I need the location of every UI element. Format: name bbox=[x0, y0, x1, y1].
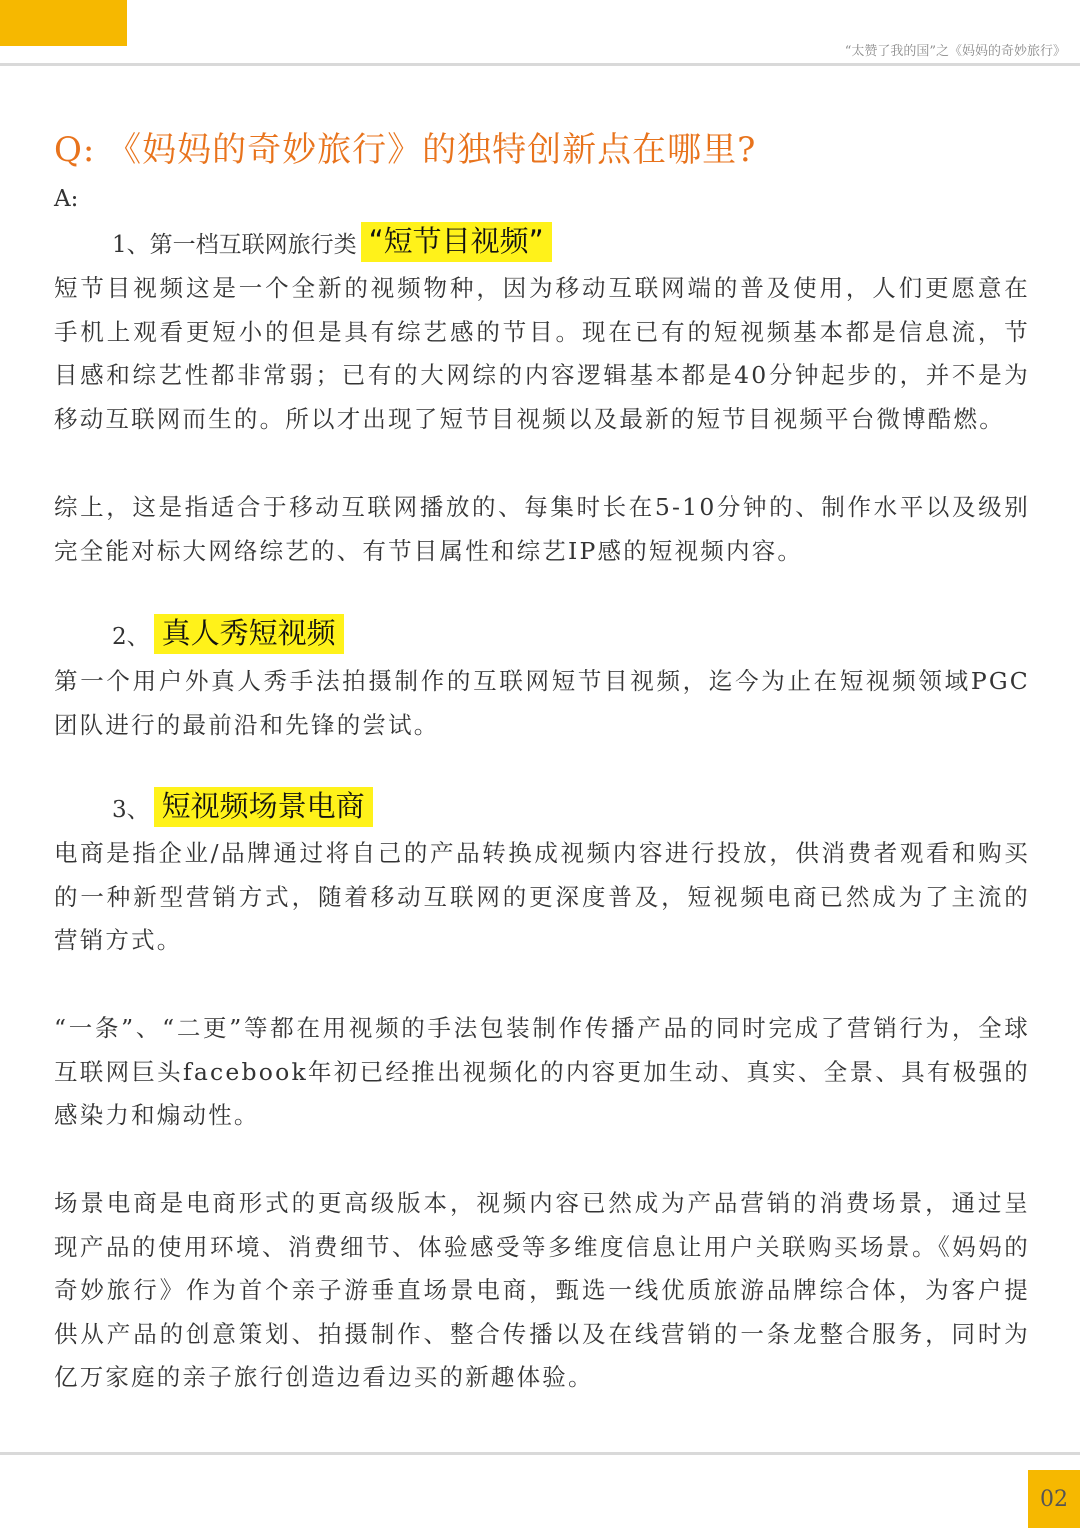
section-1-paragraph-2: 综上，这是指适合于移动互联网播放的、每集时长在5-10分钟的、制作水平以及级别完全能对标大网络综艺的、有节目属性和综艺IP感的短视频内容。 bbox=[54, 493, 1030, 565]
section-1-number: 1、第一档互联网旅行类 bbox=[112, 231, 357, 258]
section-2-number: 2、 bbox=[112, 623, 150, 650]
section-3-paragraph-1: 电商是指企业/品牌通过将自己的产品转换成视频内容进行投放，供消费者观看和购买的一种新型营销方式，随着移动互联网的更深度普及，短视频电商已然成为了主流的营销方式。 bbox=[54, 839, 1030, 955]
section-2-heading bbox=[112, 614, 344, 654]
section-3-heading bbox=[112, 787, 373, 827]
section-3-paragraph-2: “一条”、“二更”等都在用视频的手法包装制作传播产品的同时完成了营销行为，全球互联网巨头facebook年初已经推出视频化的内容更加生动、真实、全景、具有极强的感染力和煽动性。 bbox=[54, 1014, 1030, 1130]
section-2-paragraph-1: 第一个用户外真人秀手法拍摄制作的互联网短节目视频，迄今为止在短视频领域PGC团队进行的最前沿和先锋的尝试。 bbox=[54, 667, 1030, 739]
footer-divider bbox=[0, 1452, 1080, 1455]
running-header: “太赞了我的国”之《妈妈的奇妙旅行》 bbox=[844, 44, 1066, 59]
section-1-highlight: “短节目视频” bbox=[361, 222, 552, 262]
section-1-heading bbox=[112, 222, 552, 262]
header-divider bbox=[0, 63, 1080, 66]
answer-label: A: bbox=[54, 186, 79, 212]
top-accent-tab bbox=[0, 0, 127, 46]
section-3-paragraph-3: 场景电商是电商形式的更高级版本，视频内容已然成为产品营销的消费场景，通过呈现产品的使用环境、消费细节、体验感受等多维度信息让用户关联购买场景。《妈妈的奇妙旅行》作为首个亲子游垂直场景电商，甄选一线优质旅游品牌综合体，为客户提供从产品的创意策划、拍摄制作、整合传播以及在线营销的一条龙整合服务，同时为亿万家庭的亲子旅行创造边看边买的新趣体验。 bbox=[54, 1189, 1030, 1392]
section-2-highlight: 真人秀短视频 bbox=[154, 614, 344, 654]
section-3-highlight: 短视频场景电商 bbox=[154, 787, 373, 827]
page-number: 02 bbox=[1028, 1470, 1080, 1528]
question-heading: Q: 《妈妈的奇妙旅行》的独特创新点在哪里? bbox=[54, 130, 757, 170]
section-3-number: 3、 bbox=[112, 796, 150, 823]
section-1-paragraph-1: 短节目视频这是一个全新的视频物种，因为移动互联网端的普及使用，人们更愿意在手机上观看更短小的但是具有综艺感的节目。现在已有的短视频基本都是信息流，节目感和综艺性都非常弱；已有的大网综的内容逻辑基本都是40分钟起步的，并不是为移动互联网而生的。所以才出现了短节目视频以及最新的短节目视频平台微博酷燃。 bbox=[54, 274, 1030, 433]
